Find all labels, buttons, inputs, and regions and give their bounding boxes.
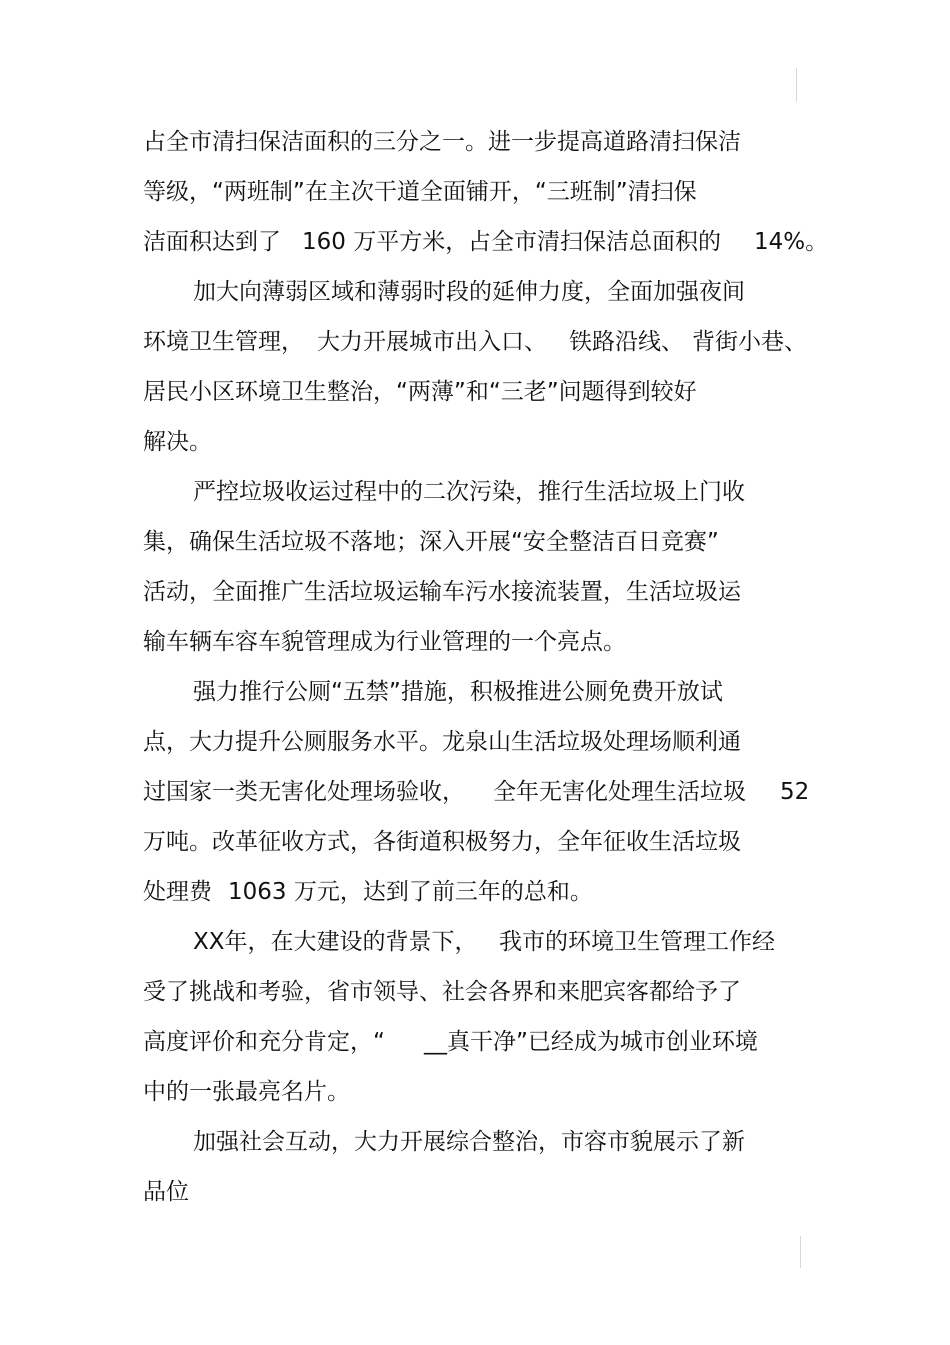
- text-segment: XX年，在大建设的背景下，: [193, 929, 478, 955]
- text-line: [0, 172, 950, 212]
- text-segment: 品位: [143, 1179, 189, 1205]
- text-line: [0, 1022, 950, 1062]
- text-segment: 铁路沿线、: [569, 329, 684, 355]
- text-segment: 受了挑战和考验，省市领导、社会各界和来肥宾客都给予了: [143, 979, 741, 1005]
- text-line: [0, 1172, 950, 1212]
- text-segment: 背街小巷、: [692, 329, 807, 355]
- text-segment: 解决。: [143, 429, 212, 455]
- text-segment: 占全市清扫保洁总面积的: [468, 229, 721, 255]
- text-segment: 万吨。改革征收方式，各街道积极努力，全年征收生活垃圾: [143, 829, 741, 855]
- text-line: [0, 622, 950, 662]
- text-line: [0, 972, 950, 1012]
- bottom-margin-mark: [800, 1236, 801, 1268]
- text-segment: 强力推行公厕“五禁”措施，积极推进公厕免费开放试: [193, 679, 723, 705]
- text-line: [0, 722, 950, 762]
- text-line: [0, 922, 950, 962]
- text-line: [0, 472, 950, 512]
- text-segment: 14%。: [754, 229, 829, 255]
- text-line: [0, 522, 950, 562]
- text-segment: 大力开展城市出入口、: [317, 329, 547, 355]
- text-segment: 严控垃圾收运过程中的二次污染，推行生活垃圾上门收: [193, 479, 745, 505]
- text-line: [0, 222, 950, 262]
- text-line: [0, 872, 950, 912]
- text-line: [0, 322, 950, 362]
- text-segment: 加大向薄弱区域和薄弱时段的延伸力度，全面加强夜间: [193, 279, 745, 305]
- text-segment: 我市的环境卫生管理工作经: [499, 929, 775, 955]
- text-segment: 1063 万元，达到了前三年的总和。: [228, 879, 593, 905]
- text-segment: 处理费: [143, 879, 212, 905]
- text-segment: 输车辆车容车貌管理成为行业管理的一个亮点。: [143, 629, 626, 655]
- text-segment: 160 万平方米，: [302, 229, 469, 255]
- text-segment: 洁面积达到了: [143, 229, 281, 255]
- text-segment: 等级，“两班制”在主次干道全面铺开，“三班制”清扫保: [143, 179, 697, 205]
- text-line: [0, 372, 950, 412]
- top-margin-mark: [796, 68, 797, 102]
- text-segment: 过国家一类无害化处理场验收，: [143, 779, 465, 805]
- text-segment: 52: [780, 779, 810, 805]
- text-segment: 中的一张最亮名片。: [143, 1079, 350, 1105]
- text-line: [0, 422, 950, 462]
- text-line: [0, 1122, 950, 1162]
- text-segment: 高度评价和充分肯定，“: [143, 1029, 385, 1055]
- text-segment: 全年无害化处理生活垃圾: [493, 779, 746, 805]
- text-segment: 点，大力提升公厕服务水平。龙泉山生活垃圾处理场顺利通: [143, 729, 741, 755]
- text-segment: 环境卫生管理，: [143, 329, 304, 355]
- text-segment: 居民小区环境卫生整治，“两薄”和“三老”问题得到较好: [143, 379, 697, 405]
- text-line: [0, 772, 950, 812]
- text-line: [0, 1072, 950, 1112]
- text-line: [0, 272, 950, 312]
- text-line: [0, 572, 950, 612]
- text-segment: 加强社会互动，大力开展综合整治，市容市貌展示了新: [193, 1129, 745, 1155]
- text-segment: 集，确保生活垃圾不落地；深入开展“安全整洁百日竞赛”: [143, 529, 719, 555]
- text-segment: __真干净”已经成为城市创业环境: [424, 1029, 758, 1055]
- text-line: [0, 122, 950, 162]
- text-segment: 占全市清扫保洁面积的三分之一。进一步提高道路清扫保洁: [143, 129, 741, 155]
- text-line: [0, 672, 950, 712]
- text-line: [0, 822, 950, 862]
- text-segment: 活动，全面推广生活垃圾运输车污水接流装置，生活垃圾运: [143, 579, 741, 605]
